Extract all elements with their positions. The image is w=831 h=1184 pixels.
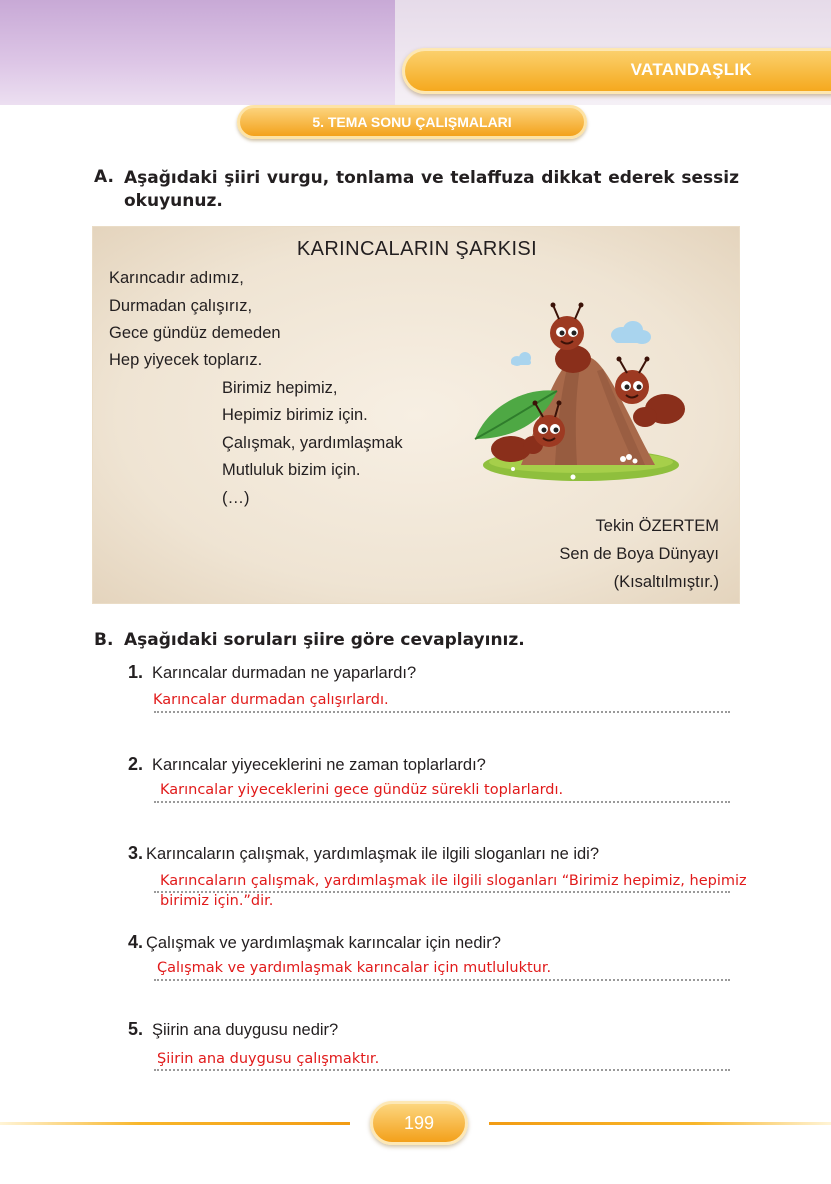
footer-rule-left bbox=[0, 1122, 350, 1125]
cloud-icon bbox=[611, 321, 651, 344]
ants-on-anthill-illustration bbox=[469, 299, 695, 499]
poem-line: Durmadan çalışırız, bbox=[109, 297, 253, 315]
poem-line: Karıncadır adımız, bbox=[109, 269, 244, 287]
section-b-instruction: Aşağıdaki soruları şiire göre cevaplayınız. bbox=[124, 630, 525, 650]
subject-title: VATANDAŞLIK bbox=[630, 60, 752, 79]
answer-text-continued: birimiz için.”dir. bbox=[160, 893, 274, 909]
poem-note: (Kısaltılmıştır.) bbox=[613, 573, 719, 591]
cloud-icon bbox=[511, 352, 531, 366]
section-a-instruction bbox=[124, 167, 739, 213]
poem-author: Tekin ÖZERTEM bbox=[595, 517, 719, 535]
page-number-badge bbox=[370, 1101, 468, 1145]
poem-line: Mutluluk bizim için. bbox=[222, 461, 361, 479]
poem-line: Çalışmak, yardımlaşmak bbox=[222, 434, 403, 452]
poem-title: KARINCALARIN ŞARKISI bbox=[296, 238, 538, 260]
theme-title: 5. TEMA SONU ÇALIŞMALARI bbox=[312, 114, 512, 130]
poem-card bbox=[92, 226, 740, 604]
question-number: 1. bbox=[128, 662, 144, 682]
question-text: Çalışmak ve yardımlaşmak karıncalar için nedir? bbox=[146, 934, 501, 952]
section-b-label: B. bbox=[94, 630, 114, 650]
answer-line[interactable] bbox=[154, 1069, 730, 1071]
answer-line[interactable] bbox=[154, 801, 730, 803]
answer-text: Çalışmak ve yardımlaşmak karıncalar için mutluluktur. bbox=[157, 960, 552, 976]
question-number: 2. bbox=[128, 754, 144, 774]
question-text: Karıncalar durmadan ne yaparlardı? bbox=[152, 664, 417, 682]
section-a-instruction-line1: Aşağıdaki şiiri vurgu, tonlama ve telaffuza dikkat ederek sessiz bbox=[124, 168, 739, 188]
theme-badge bbox=[237, 105, 587, 139]
question-number: 5. bbox=[128, 1019, 144, 1039]
answer-text: Karıncalar yiyeceklerini gece gündüz sürekli toplarlardı. bbox=[160, 782, 564, 798]
question-text: Şiirin ana duygusu nedir? bbox=[152, 1021, 339, 1039]
poem-line: Birimiz hepimiz, bbox=[222, 379, 338, 397]
footer-rule-right bbox=[489, 1122, 831, 1125]
answer-line[interactable] bbox=[154, 711, 730, 713]
answer-text: Şiirin ana duygusu çalışmaktır. bbox=[157, 1051, 380, 1067]
poem-line: Hep yiyecek toplarız. bbox=[109, 351, 263, 369]
answer-text: Karıncalar durmadan çalışırlardı. bbox=[153, 692, 389, 708]
poem-line: (…) bbox=[222, 489, 250, 507]
answer-text: Karıncaların çalışmak, yardımlaşmak ile ilgili sloganları “Birimiz hepimiz, hepimiz bbox=[160, 873, 747, 889]
question-number: 3. bbox=[128, 843, 144, 863]
subject-tab bbox=[402, 48, 831, 94]
ant-icon bbox=[550, 303, 591, 374]
poem-line: Gece gündüz demeden bbox=[109, 324, 281, 342]
page-number: 199 bbox=[403, 1113, 435, 1133]
question-text: Karıncaların çalışmak, yardımlaşmak ile ilgili sloganları ne idi? bbox=[146, 845, 600, 863]
section-a-label: A. bbox=[94, 167, 114, 187]
question-number: 4. bbox=[128, 932, 144, 952]
poem-line: Hepimiz birimiz için. bbox=[222, 406, 368, 424]
section-a-instruction-line2: okuyunuz. bbox=[124, 191, 223, 211]
question-text: Karıncalar yiyeceklerini ne zaman toplarlardı? bbox=[152, 756, 486, 774]
answer-line[interactable] bbox=[154, 979, 730, 981]
poem-source: Sen de Boya Dünyayı bbox=[559, 545, 719, 563]
